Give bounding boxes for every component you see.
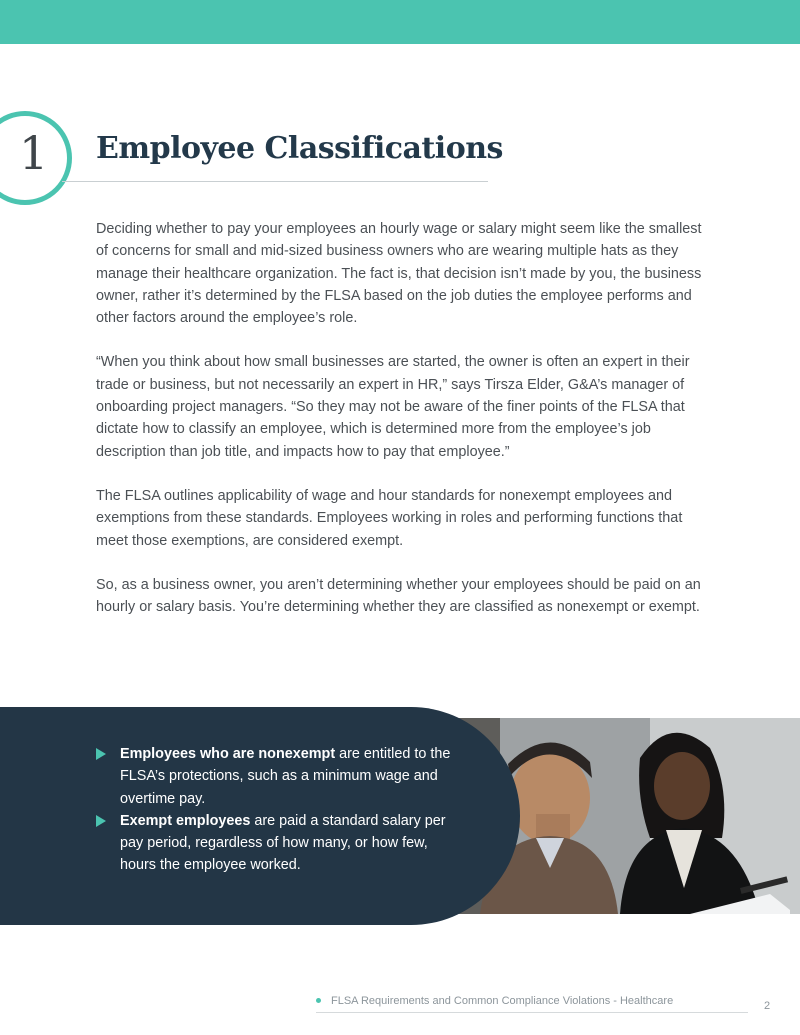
triangle-bullet-icon — [96, 748, 106, 760]
list-item — [96, 743, 466, 810]
classification-list — [96, 743, 466, 877]
bullet-text: are entitled to the FLSA’s protections, such as a minimum wage and overtime pay. — [120, 746, 451, 807]
body-text — [96, 218, 716, 640]
body-paragraph: “When you think about how small businesses are started, the owner is often an expert in their trade or business, but not necessarily an expert in HR,” says Tirsza Elder, G&A’s manager of onboarding project managers. “So they may not be aware of the finer points of the FLSA that dictate how to classify an employee, which is determined more from the employee’s job description than job title, and impacts how to pay that employee.” — [96, 354, 690, 460]
page-number: 2 — [764, 1000, 771, 1012]
bullet-bold-text: Employees who are nonexempt — [120, 746, 336, 762]
section-title: Employee Classifications — [96, 131, 503, 166]
bullet-bold-text: Exempt employees — [120, 812, 251, 829]
footer-dot-icon — [316, 998, 321, 1003]
title-underline — [62, 181, 488, 182]
bullet-text: are paid a standard salary per pay period, regardless of how many, or how few, hours the employee worked. — [120, 812, 446, 874]
top-accent-band — [0, 0, 800, 44]
callout-section — [0, 707, 800, 925]
section-number-badge — [0, 111, 72, 205]
list-item — [96, 810, 466, 877]
body-paragraph: So, as a business owner, you aren’t determining whether your employees should be paid on an hourly or salary basis. You’re determining whether they are classified as nonexempt or exempt. — [96, 576, 701, 616]
callout-panel — [0, 707, 520, 925]
section-number: 1 — [19, 126, 49, 180]
footer-title: FLSA Requirements and Common Compliance Violations - Healthcare — [331, 995, 674, 1007]
footer — [316, 995, 748, 1013]
body-paragraph: Deciding whether to pay your employees an hourly wage or salary might seem like the smallest of concerns for small and mid-sized business owners who are wearing multiple hats as they manage their healthcare organization. The fact is, that decision isn’t made by you, the business owner, rather it’s determined by the FLSA based on the job duties the employee performs and other factors around the employee’s role. — [96, 221, 702, 327]
triangle-bullet-icon — [96, 815, 106, 827]
body-paragraph: The FLSA outlines applicability of wage and hour standards for nonexempt employees and exemptions from these standards. Employees working in roles and performing functions that meet those exemptions, are considered exempt. — [96, 487, 683, 549]
